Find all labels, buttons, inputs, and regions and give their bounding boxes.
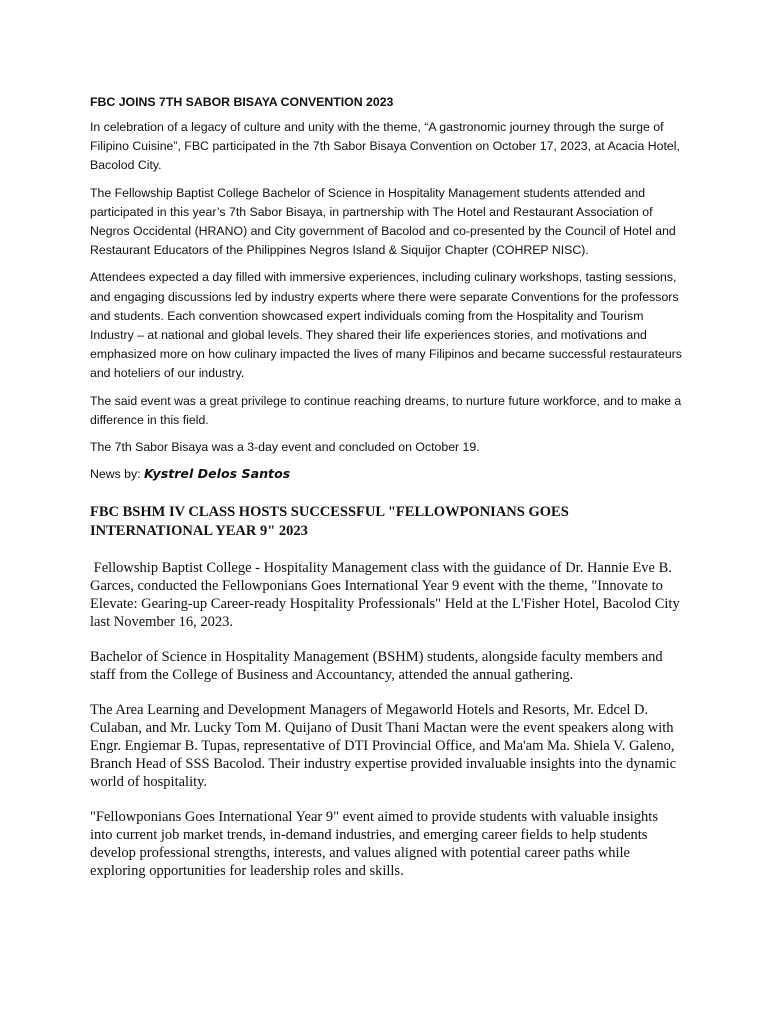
article-paragraph: Fellowship Baptist College - Hospitality Management class with the guidance of Dr. Hannie Eve B. Garces, conducted the Fellowponians Goes International Year 9 event with the theme, "Innovate to Elevate: Gearing-up Career-ready Hospitality Professionals" Held at the L'Fisher Hotel, Bacolod City last November 16, 2023. [90,560,684,631]
article-paragraph: In celebration of a legacy of culture and unity with the theme, “A gastronomic journey through the surge of Filipino Cuisine”, FBC participated in the 7th Sabor Bisaya Convention on October 17, 2023, at Acacia Hotel, Bacolod City. [90,120,680,173]
article-title: FBC BSHM IV CLASS HOSTS SUCCESSFUL "FELLOWPONIANS GOES INTERNATIONAL YEAR 9" 2023 [90,504,569,540]
article-paragraph: Bachelor of Science in Hospitality Management (BSHM) students, alongside faculty members and staff from the College of Business and Accountancy, attended the annual gathering. [90,649,663,684]
article-title: FBC JOINS 7TH SABOR BISAYA CONVENTION 2023 [90,95,394,109]
article-fellowponians [90,503,684,880]
article-paragraph: Attendees expected a day filled with immersive experiences, including culinary workshops, tasting sessions, and engaging discussions led by industry experts where there were separate Conventions for the professors and students. Each convention showcased expert individuals coming from the Hospitality and Tourism Industry – at national and global levels. They shared their life experiences stories, and motivations and emphasized more on how culinary impacted the lives of many Filipinos and became successful restaurateurs and hoteliers of our industry. [90,270,682,381]
byline-label: News by: [90,467,144,482]
article-paragraph: The said event was a great privilege to continue reaching dreams, to nurture future workforce, and to make a difference in this field. [90,393,682,427]
article-paragraph: The 7th Sabor Bisaya was a 3-day event and concluded on October 19. [90,440,480,455]
article-paragraph: "Fellowponians Goes International Year 9" event aimed to provide students with valuable insights into current job market trends, in-demand industries, and emerging career fields to help students develop professional strengths, interests, and values aligned with potential career paths while exploring opportunities for leadership roles and skills. [90,809,658,880]
article-sabor-bisaya [90,94,684,483]
article-paragraph: The Fellowship Baptist College Bachelor of Science in Hospitality Management students attended and participated in this year’s 7th Sabor Bisaya, in partnership with The Hotel and Restaurant Association of Negros Occidental (HRANO) and City government of Bacolod and co-presented by the Council of Hotel and Restaurant Educators of the Philippines Negros Island & Siquijor Chapter (COHREP NISC). [90,185,676,258]
byline-author: Kystrel Delos Santos [144,466,291,482]
article-paragraph: The Area Learning and Development Managers of Megaworld Hotels and Resorts, Mr. Edcel D. Culaban, and Mr. Lucky Tom M. Quijano of Dusit Thani Mactan were the event speakers along with Engr. Engiemar B. Tupas, representative of DTI Provincial Office, and Ma'am Ma. Shiela V. Galeno, Branch Head of SSS Bacolod. Their industry expertise provided invaluable insights into the dynamic world of hospitality. [90,702,677,791]
byline [90,465,684,483]
